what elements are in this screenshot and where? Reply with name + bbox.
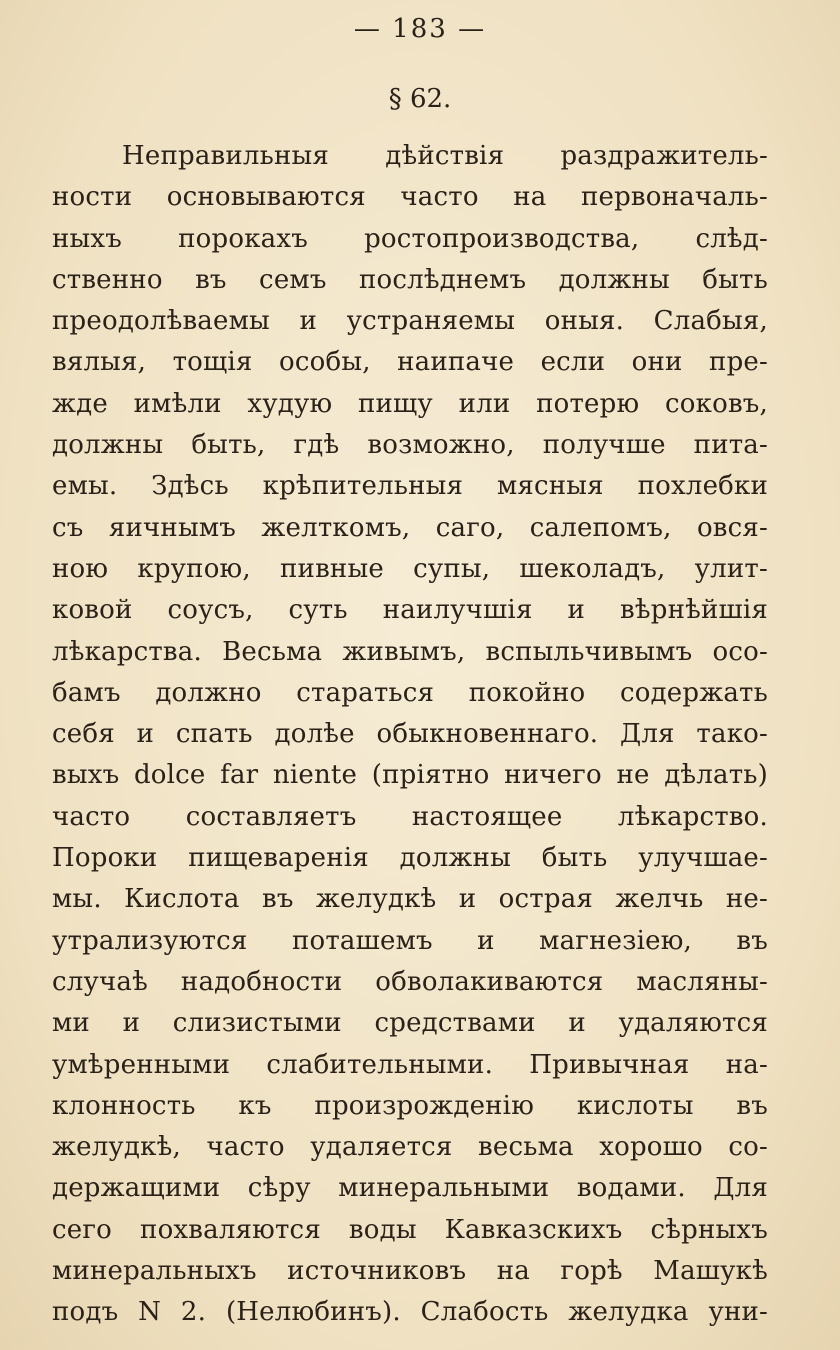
text-line: часто составляетъ настоящее лѣкарство. [52, 801, 768, 832]
text-line: жде имѣли худую пищу или потерю соковъ, [52, 388, 768, 419]
text-line: ственно въ семъ послѣднемъ должны быть [52, 264, 768, 295]
text-line: себя и спать долѣе обыкновеннаго. Для тако- [52, 719, 768, 750]
text-line: ныхъ порокахъ ростопроизводства, слѣд- [52, 223, 768, 254]
text-line: мы. Кислота въ желудкѣ и острая желчь не- [52, 884, 768, 915]
text-line: утрализуются поташемъ и магнезіею, въ [52, 925, 768, 956]
text-line: сего похваляются воды Кавказскихъ сѣрныхъ [52, 1214, 768, 1245]
page-number: — 183 — [353, 14, 487, 44]
text-line: ковой соусъ, суть наилучшія и вѣрнѣйшія [52, 595, 768, 626]
text-line: бамъ должно стараться покойно содержать [52, 677, 768, 708]
text-line: случаѣ надобности обволакиваются масляны- [52, 966, 768, 997]
text-line: преодолѣваемы и устраняемы оныя. Слабыя, [52, 306, 768, 337]
text-line: подъ N 2. (Нелюбинъ). Слабость желудка уни- [52, 1297, 768, 1328]
text-line: ною крупою, пивные супы, шеколадъ, улит- [52, 553, 768, 584]
text-line: умѣренными слабительными. Привычная на- [52, 1049, 768, 1080]
text-line: емы. Здѣсь крѣпительныя мясныя похлебки [52, 471, 768, 502]
text-line: Неправильныя дѣйствія раздражитель- [122, 141, 768, 171]
text-line: ми и слизистыми средствами и удаляются [52, 1008, 768, 1039]
text-line: держащими сѣру минеральными водами. Для [52, 1173, 768, 1204]
text-line: съ яичнымъ желткомъ, саго, салепомъ, овся- [52, 512, 768, 543]
text-line: должны быть, гдѣ возможно, получше пита- [52, 430, 768, 461]
text-line: лѣкарства. Весьма живымъ, вспыльчивымъ осо- [52, 636, 768, 667]
text-line: минеральныхъ источниковъ на горѣ Машукѣ [52, 1256, 768, 1287]
body-text [52, 136, 768, 1334]
section-heading: § 62. [388, 84, 452, 114]
text-line: Пороки пищеваренія должны быть улучшае- [52, 843, 768, 874]
text-line: ности основываются часто на первоначаль- [52, 182, 768, 213]
text-line: желудкѣ, часто удаляется весьма хорошо со- [52, 1132, 768, 1163]
text-line: клонность къ произрожденію кислоты въ [52, 1090, 768, 1121]
text-line: выхъ dolce far niente (пріятно ничего не дѣлать) [52, 760, 768, 791]
text-line: вялыя, тощія особы, наипаче если они пре- [52, 347, 768, 378]
